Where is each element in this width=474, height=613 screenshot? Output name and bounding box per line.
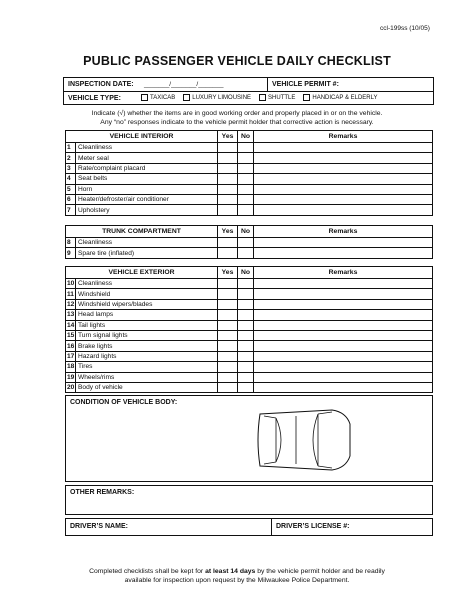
remarks-cell[interactable]: [254, 382, 433, 392]
yes-cell[interactable]: [218, 238, 238, 248]
item-label: Spare tire (inflated): [76, 248, 218, 258]
checklist-row: [66, 153, 433, 163]
driver-name-field[interactable]: [136, 521, 266, 533]
trunk-compartment-table: [65, 225, 433, 259]
remarks-cell[interactable]: [254, 163, 433, 173]
yes-cell[interactable]: [218, 279, 238, 289]
checklist-row: [66, 382, 433, 392]
checklist-row: [66, 143, 433, 153]
remarks-cell[interactable]: [254, 279, 433, 289]
item-label: Horn: [76, 184, 218, 194]
no-header: No: [238, 267, 254, 279]
checklist-row: [66, 279, 433, 289]
no-header: No: [238, 226, 254, 238]
item-number: 7: [66, 205, 76, 215]
remarks-cell[interactable]: [254, 289, 433, 299]
item-label: Tires: [76, 362, 218, 372]
yes-cell[interactable]: [218, 351, 238, 361]
yes-header: Yes: [218, 131, 238, 143]
other-remarks-label: OTHER REMARKS:: [70, 489, 135, 496]
item-label: Rate/complaint placard: [76, 163, 218, 173]
item-label: Seat belts: [76, 174, 218, 184]
no-cell[interactable]: [238, 310, 254, 320]
item-number: 18: [67, 363, 75, 371]
checklist-row: [66, 163, 433, 173]
remarks-cell[interactable]: [254, 341, 433, 351]
yes-cell[interactable]: [218, 248, 238, 258]
item-label: Windshield: [76, 289, 218, 299]
no-cell[interactable]: [238, 163, 254, 173]
item-number: 20: [67, 384, 75, 392]
yes-cell[interactable]: [218, 143, 238, 153]
item-number: 15: [67, 332, 75, 340]
driver-box: [65, 518, 433, 536]
no-cell[interactable]: [238, 289, 254, 299]
item-label: Cleanliness: [76, 238, 218, 248]
yes-cell[interactable]: [218, 194, 238, 204]
yes-cell[interactable]: [218, 382, 238, 392]
yes-cell[interactable]: [218, 153, 238, 163]
item-number: 12: [67, 300, 75, 308]
item-number: 4: [66, 174, 76, 184]
yes-cell[interactable]: [218, 310, 238, 320]
vehicle-type-label: VEHICLE TYPE:: [68, 94, 121, 102]
remarks-cell[interactable]: [254, 299, 433, 309]
remarks-cell[interactable]: [254, 320, 433, 330]
remarks-cell[interactable]: [254, 174, 433, 184]
checkbox-icon[interactable]: [303, 94, 310, 101]
header-box: [63, 77, 434, 105]
no-cell[interactable]: [238, 330, 254, 340]
checklist-row: [66, 330, 433, 340]
checklist-row: [66, 351, 433, 361]
instructions-line-2: Any “no” responses indicate to the vehicle permit holder that corrective action is necessary.: [100, 118, 374, 126]
item-number: 2: [66, 153, 76, 163]
no-cell[interactable]: [238, 351, 254, 361]
remarks-cell[interactable]: [254, 153, 433, 163]
remarks-cell[interactable]: [254, 330, 433, 340]
no-cell[interactable]: [238, 174, 254, 184]
vehicle-permit-field[interactable]: [349, 80, 429, 90]
item-number: 1: [66, 143, 76, 153]
checklist-row: [66, 194, 433, 204]
remarks-header: Remarks: [254, 226, 433, 238]
no-cell[interactable]: [238, 279, 254, 289]
no-cell[interactable]: [238, 153, 254, 163]
checklist-row: [66, 205, 433, 215]
remarks-cell[interactable]: [254, 310, 433, 320]
item-label: Body of vehicle: [76, 382, 218, 392]
condition-label: CONDITION OF VEHICLE BODY:: [70, 399, 178, 406]
remarks-cell[interactable]: [254, 238, 433, 248]
checkbox-icon[interactable]: [141, 94, 148, 101]
checklist-row: [66, 289, 433, 299]
no-cell[interactable]: [238, 299, 254, 309]
vehicle-body-condition-box: [65, 395, 433, 482]
remarks-cell[interactable]: [254, 205, 433, 215]
checklist-row: [66, 248, 433, 258]
checklist-row: [66, 238, 433, 248]
no-header: No: [238, 131, 254, 143]
item-number: 9: [66, 248, 76, 258]
item-number: 3: [66, 163, 76, 173]
remarks-header: Remarks: [254, 267, 433, 279]
instructions-line-1: Indicate (√) whether the items are in good working order and properly placed in or on the vehicle.: [91, 110, 383, 117]
vehicle-permit-label: VEHICLE PERMIT #:: [272, 81, 339, 88]
remarks-cell[interactable]: [254, 143, 433, 153]
yes-cell[interactable]: [218, 174, 238, 184]
item-label: Cleanliness: [76, 143, 218, 153]
item-label: Wheels/rims: [76, 372, 218, 382]
yes-cell[interactable]: [218, 299, 238, 309]
driver-license-field[interactable]: [356, 521, 430, 533]
page-title: PUBLIC PASSENGER VEHICLE DAILY CHECKLIST: [83, 54, 391, 68]
form-code: ccl-199ss (10/05): [380, 25, 430, 32]
no-cell[interactable]: [238, 143, 254, 153]
checklist-row: [66, 320, 433, 330]
item-label: Windshield wipers/blades: [76, 299, 218, 309]
no-cell[interactable]: [238, 320, 254, 330]
checklist-row: [66, 299, 433, 309]
item-label: Heater/defroster/air conditioner: [76, 194, 218, 204]
car-diagram-icon[interactable]: [246, 404, 358, 476]
vehicle-type-taxicab[interactable]: TAXICAB: [141, 94, 175, 101]
no-cell[interactable]: [238, 341, 254, 351]
item-label: Hazard lights: [76, 351, 218, 361]
checklist-row: [66, 310, 433, 320]
remarks-header: Remarks: [254, 131, 433, 143]
no-cell[interactable]: [238, 362, 254, 372]
yes-cell[interactable]: [218, 184, 238, 194]
driver-license-label: DRIVER’S LICENSE #:: [276, 523, 350, 530]
item-label: Upholstery: [76, 205, 218, 215]
item-number: 14: [67, 321, 75, 329]
item-number: 10: [67, 280, 75, 288]
section-heading: VEHICLE EXTERIOR: [66, 267, 218, 279]
vehicle-type-handicap-elderly[interactable]: HANDICAP & ELDERLY: [303, 94, 377, 101]
driver-name-label: DRIVER’S NAME:: [70, 523, 128, 530]
yes-cell[interactable]: [218, 330, 238, 340]
inspection-date-label: INSPECTION DATE:: [68, 81, 134, 88]
other-remarks-box[interactable]: [65, 485, 433, 515]
item-number: 5: [66, 184, 76, 194]
yes-header: Yes: [218, 267, 238, 279]
yes-cell[interactable]: [218, 320, 238, 330]
item-number: 19: [67, 373, 75, 381]
vehicle-exterior-table: [65, 266, 433, 393]
no-cell[interactable]: [238, 238, 254, 248]
item-number: 16: [67, 342, 75, 350]
item-number: 17: [67, 352, 75, 360]
checklist-row: [66, 362, 433, 372]
vehicle-type-luxury-limousine[interactable]: LUXURY LIMOUSINE: [183, 94, 251, 101]
checklist-row: [66, 372, 433, 382]
remarks-cell[interactable]: [254, 248, 433, 258]
checklist-row: [66, 174, 433, 184]
inspection-date-field[interactable]: _______/_______/_______: [144, 81, 224, 88]
checkbox-icon[interactable]: [259, 94, 266, 101]
yes-cell[interactable]: [218, 289, 238, 299]
item-label: Turn signal lights: [76, 330, 218, 340]
section-heading: VEHICLE INTERIOR: [66, 131, 218, 143]
yes-cell[interactable]: [218, 163, 238, 173]
item-number: 8: [66, 238, 76, 248]
item-number: 6: [66, 194, 76, 204]
yes-cell[interactable]: [218, 362, 238, 372]
footer-note: Completed checklists shall be kept for at least 14 days by the vehicle permit holder and be readily available for inspection upon request by the Milwaukee Police Department.: [89, 568, 385, 584]
item-label: Head lamps: [76, 310, 218, 320]
checklist-row: [66, 341, 433, 351]
remarks-cell[interactable]: [254, 194, 433, 204]
no-cell[interactable]: [238, 205, 254, 215]
yes-cell[interactable]: [218, 341, 238, 351]
no-cell[interactable]: [238, 382, 254, 392]
no-cell[interactable]: [238, 184, 254, 194]
item-number: 13: [67, 311, 75, 319]
item-label: Brake lights: [76, 341, 218, 351]
vehicle-type-options: [141, 94, 386, 101]
item-number: 11: [67, 290, 74, 298]
yes-header: Yes: [218, 226, 238, 238]
remarks-cell[interactable]: [254, 372, 433, 382]
checklist-row: [66, 184, 433, 194]
item-label: Tail lights: [76, 320, 218, 330]
remarks-cell[interactable]: [254, 351, 433, 361]
section-heading: TRUNK COMPARTMENT: [66, 226, 218, 238]
vehicle-interior-table: [65, 130, 433, 216]
yes-cell[interactable]: [218, 372, 238, 382]
instructions: [40, 110, 434, 127]
vehicle-type-shuttle[interactable]: SHUTTLE: [259, 94, 295, 101]
item-label: Meter seal: [76, 153, 218, 163]
no-cell[interactable]: [238, 194, 254, 204]
item-label: Cleanliness: [76, 279, 218, 289]
yes-cell[interactable]: [218, 205, 238, 215]
checkbox-icon[interactable]: [183, 94, 190, 101]
remarks-cell[interactable]: [254, 184, 433, 194]
no-cell[interactable]: [238, 372, 254, 382]
no-cell[interactable]: [238, 248, 254, 258]
remarks-cell[interactable]: [254, 362, 433, 372]
